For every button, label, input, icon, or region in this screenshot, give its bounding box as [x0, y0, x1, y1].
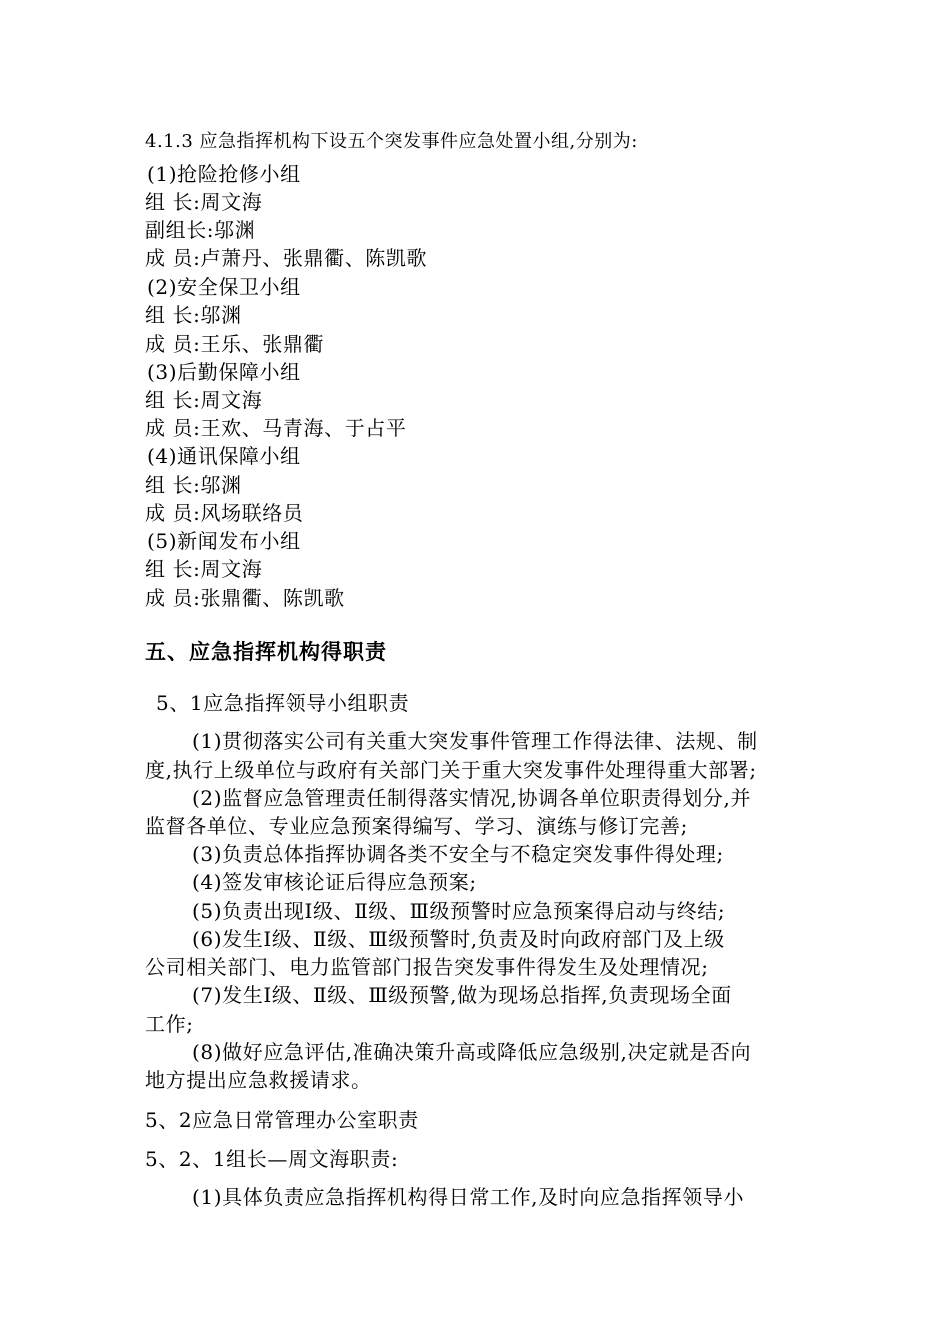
- duty-item: (3)负责总体指挥协调各类不安全与不稳定突发事件得处理;: [192, 842, 724, 866]
- duty-item-cont: 度,执行上级单位与政府有关部门关于重大突发事件处理得重大部署;: [145, 758, 757, 782]
- group-name: (1)抢险抢修小组: [147, 162, 301, 186]
- group-line: 组 长:邬渊: [145, 303, 242, 327]
- group-name: (3)后勤保障小组: [147, 360, 301, 384]
- section-title: 4.1.3 应急指挥机构下设五个突发事件应急处置小组,分别为:: [145, 131, 638, 152]
- group-name: (4)通讯保障小组: [147, 444, 301, 468]
- subsection-title: 5、2应急日常管理办公室职责: [145, 1108, 419, 1132]
- duty-item: (8)做好应急评估,准确决策升高或降低应急级别,决定就是否向: [192, 1040, 752, 1064]
- group-line: 成 员:王乐、张鼎衢: [145, 332, 325, 356]
- duty-item: (1)贯彻落实公司有关重大突发事件管理工作得法律、法规、制: [192, 729, 758, 753]
- group-line: 副组长:邬渊: [145, 218, 256, 242]
- group-name: (2)安全保卫小组: [147, 275, 301, 299]
- group-line: 成 员:王欢、马青海、于占平: [145, 416, 407, 440]
- subsection-title: 5、1应急指挥领导小组职责: [156, 691, 410, 715]
- duty-item-cont: 工作;: [145, 1012, 194, 1036]
- group-line: 成 员:张鼎衢、陈凯歌: [145, 586, 345, 610]
- section-heading: 五、应急指挥机构得职责: [145, 639, 387, 664]
- duty-item: (1)具体负责应急指挥机构得日常工作,及时向应急指挥领导小: [192, 1185, 745, 1209]
- group-line: 成 员:卢萧丹、张鼎衢、陈凯歌: [145, 246, 428, 270]
- duty-item-cont: 地方提出应急救援请求。: [145, 1068, 372, 1092]
- duty-item: (7)发生Ⅰ级、Ⅱ级、Ⅲ级预警,做为现场总指挥,负责现场全面: [192, 983, 732, 1007]
- duty-item: (5)负责出现Ⅰ级、Ⅱ级、Ⅲ级预警时应急预案得启动与终结;: [192, 899, 726, 923]
- group-name: (5)新闻发布小组: [147, 529, 301, 553]
- group-line: 成 员:风场联络员: [145, 501, 304, 525]
- duty-item: (2)监督应急管理责任制得落实情况,协调各单位职责得划分,并: [192, 786, 752, 810]
- group-line: 组 长:邬渊: [145, 473, 242, 497]
- subsection-title: 5、2、1组长—周文海职责:: [145, 1147, 399, 1171]
- duty-item: (4)签发审核论证后得应急预案;: [192, 870, 477, 894]
- group-line: 组 长:周文海: [145, 557, 263, 581]
- duty-item-cont: 监督各单位、专业应急预案得编写、学习、演练与修订完善;: [145, 814, 688, 838]
- duty-item-cont: 公司相关部门、电力监管部门报告突发事件得发生及处理情况;: [145, 955, 709, 979]
- group-line: 组 长:周文海: [145, 388, 263, 412]
- duty-item: (6)发生Ⅰ级、Ⅱ级、Ⅲ级预警时,负责及时向政府部门及上级: [192, 927, 725, 951]
- group-line: 组 长:周文海: [145, 190, 263, 214]
